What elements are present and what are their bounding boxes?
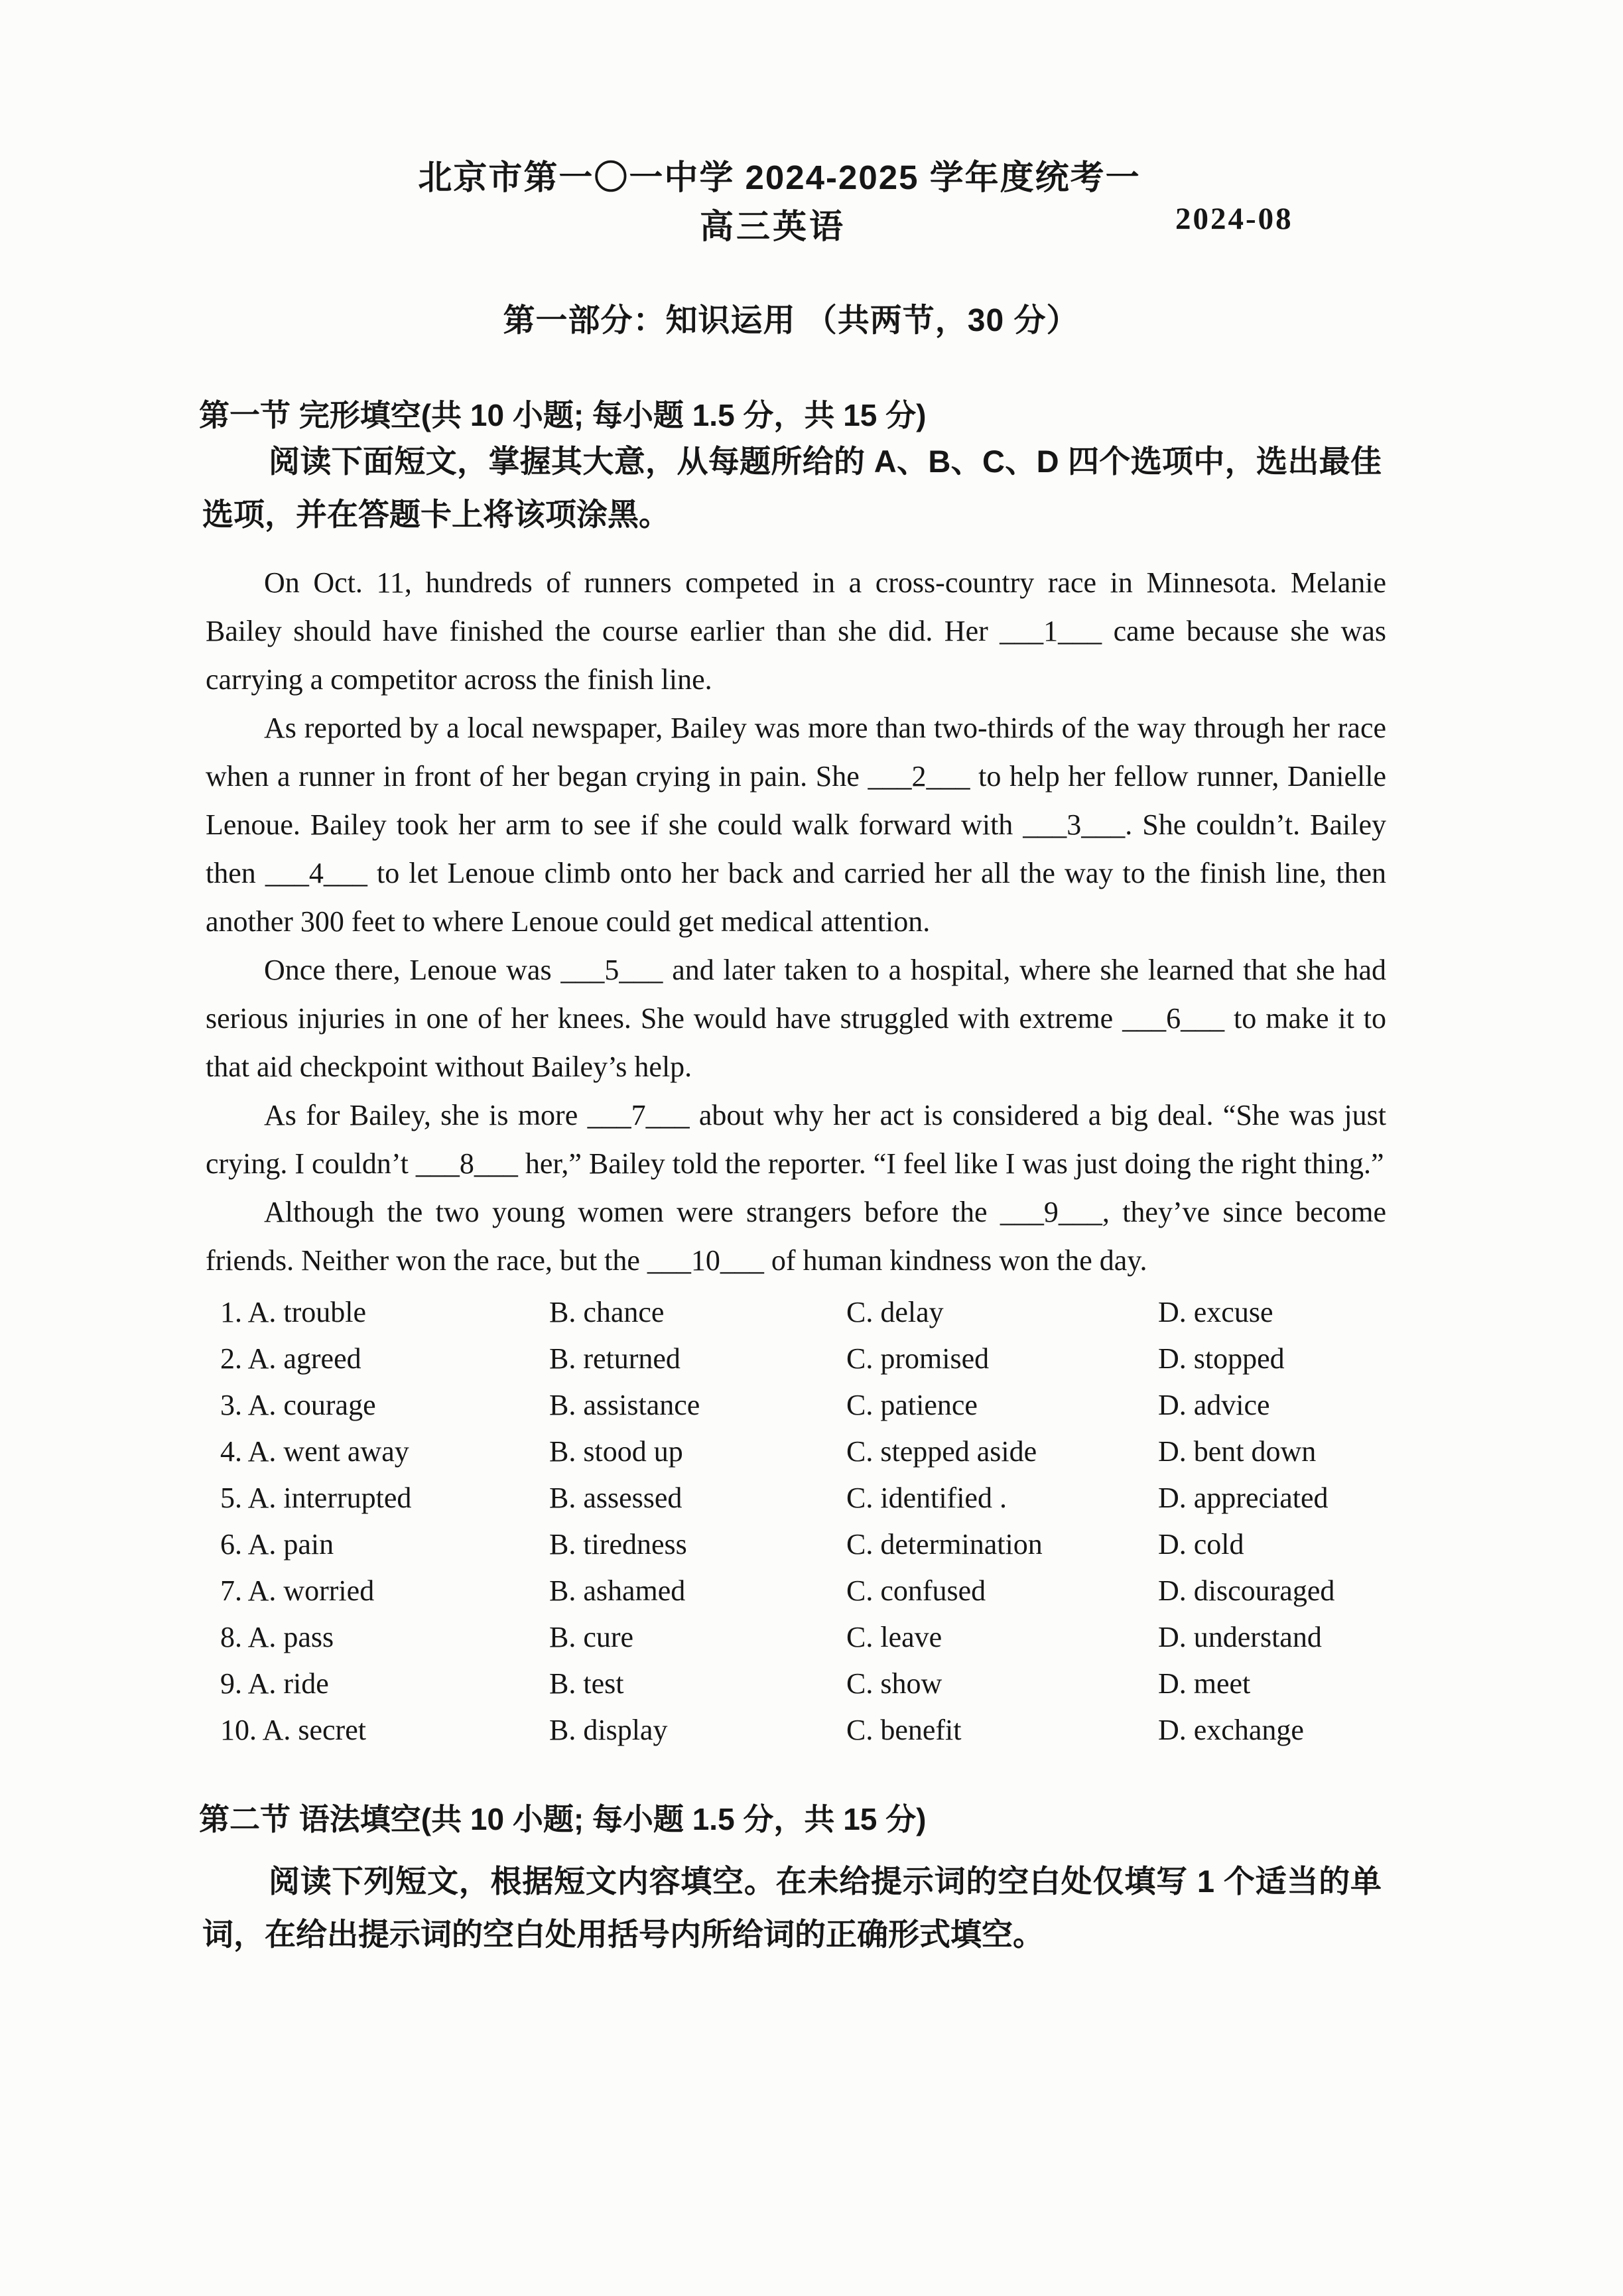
option-c: C. delay <box>846 1296 944 1328</box>
option-c: C. show <box>846 1667 942 1700</box>
option-number: 3. <box>220 1389 242 1421</box>
option-d: D. advice <box>1158 1389 1270 1421</box>
exam-subject: 高三英语 <box>699 208 846 245</box>
passage-paragraph: As reported by a local newspaper, Bailey was more than two-thirds of the way through her race when a runner in front of her began crying in pain. She ___2___ to help her fellow runner, Danielle Lenoue. Bailey took her arm to see if she could walk forward with ___3___. She couldn’t. Bailey then ___4___ to let Lenoue climb onto her back and carried her all the way to the finish line, then another 300 feet to where Lenoue could get medical attention. <box>206 712 1386 938</box>
option-c: C. identified . <box>846 1482 1007 1514</box>
option-c: C. promised <box>846 1342 990 1375</box>
option-b: B. cure <box>549 1621 634 1653</box>
option-b: B. assessed <box>549 1482 682 1514</box>
option-a: A. pass <box>247 1621 334 1653</box>
section1-instructions: 阅读下面短文，掌握其大意，从每题所给的 A、B、C、D 四个选项中，选出最佳选项，并在答题卡上将该项涂黑。 <box>202 444 1382 532</box>
option-number: 4. <box>220 1435 242 1468</box>
option-a: A. ride <box>247 1667 329 1700</box>
option-a: A. agreed <box>247 1342 361 1375</box>
option-a: A. trouble <box>247 1296 366 1328</box>
option-number: 1. <box>220 1296 242 1328</box>
option-number: 6. <box>220 1528 242 1561</box>
option-d: D. discouraged <box>1158 1574 1335 1607</box>
option-number: 7. <box>220 1574 242 1607</box>
option-b: B. returned <box>549 1342 681 1375</box>
option-c: C. confused <box>846 1574 986 1607</box>
section1-heading: 第一节 完形填空(共 10 小题; 每小题 1.5 分，共 15 分) <box>199 398 927 432</box>
option-d: D. bent down <box>1158 1435 1317 1468</box>
option-a: A. secret <box>262 1714 366 1746</box>
exam-title: 北京市第一〇一中学 2024-2025 学年度统考一 <box>418 159 1141 196</box>
option-b: B. assistance <box>549 1389 700 1421</box>
option-b: B. chance <box>549 1296 665 1328</box>
option-number: 9. <box>220 1667 242 1700</box>
option-number: 5. <box>220 1482 242 1514</box>
passage-paragraph: Although the two young women were strangers before the ___9___, they’ve since become friends. Neither won the race, but the ___10___ of human kindness won the day. <box>206 1196 1386 1277</box>
option-c: C. stepped aside <box>846 1435 1037 1468</box>
option-a: A. courage <box>247 1389 376 1421</box>
option-a: A. interrupted <box>247 1482 412 1514</box>
part1-heading: 第一部分：知识运用 （共两节，30 分） <box>503 303 1079 338</box>
option-a: A. pain <box>247 1528 334 1561</box>
option-d: D. exchange <box>1158 1714 1304 1746</box>
option-d: D. meet <box>1158 1667 1251 1700</box>
section2-instructions: 阅读下列短文，根据短文内容填空。在未给提示词的空白处仅填写 1 个适当的单词，在给出提示词的空白处用括号内所给词的正确形式填空。 <box>202 1864 1382 1952</box>
cloze-passage <box>206 558 1386 1285</box>
option-c: C. patience <box>846 1389 978 1421</box>
exam-body <box>199 558 1386 1961</box>
option-d: D. appreciated <box>1158 1482 1329 1514</box>
option-c: C. determination <box>846 1528 1043 1561</box>
passage-paragraph: Once there, Lenoue was ___5___ and later taken to a hospital, where she learned that she had serious injuries in one of her knees. She would have struggled with extreme ___6___ to make it to that aid checkpoint without Bailey’s help. <box>206 954 1386 1083</box>
exam-date: 2024-08 <box>1175 202 1293 236</box>
option-number: 2. <box>220 1342 242 1375</box>
section2-heading: 第二节 语法填空(共 10 小题; 每小题 1.5 分，共 15 分) <box>199 1802 927 1836</box>
option-b: B. tiredness <box>549 1528 687 1561</box>
option-d: D. excuse <box>1158 1296 1273 1328</box>
passage-paragraph: As for Bailey, she is more ___7___ about why her act is considered a big deal. “She was just crying. I couldn’t ___8___ her,” Bailey told the reporter. “I feel like I was just doing the right thing.” <box>206 1099 1386 1180</box>
option-b: B. test <box>549 1667 624 1700</box>
option-a: A. went away <box>247 1435 409 1468</box>
option-c: C. leave <box>846 1621 942 1653</box>
option-c: C. benefit <box>846 1714 962 1746</box>
option-d: D. stopped <box>1158 1342 1285 1375</box>
option-number: 8. <box>220 1621 242 1653</box>
option-number: 10. <box>220 1714 257 1746</box>
option-d: D. cold <box>1158 1528 1244 1561</box>
option-d: D. understand <box>1158 1621 1322 1653</box>
option-b: B. ashamed <box>549 1574 686 1607</box>
cloze-options <box>220 1295 1386 1759</box>
passage-paragraph: On Oct. 11, hundreds of runners competed in a cross-country race in Minnesota. Melanie Bailey should have finished the course earlier than she did. Her ___1___ came because she was carrying a competitor across the finish line. <box>206 566 1386 696</box>
option-b: B. stood up <box>549 1435 683 1468</box>
option-b: B. display <box>549 1714 668 1746</box>
option-a: A. worried <box>247 1574 375 1607</box>
